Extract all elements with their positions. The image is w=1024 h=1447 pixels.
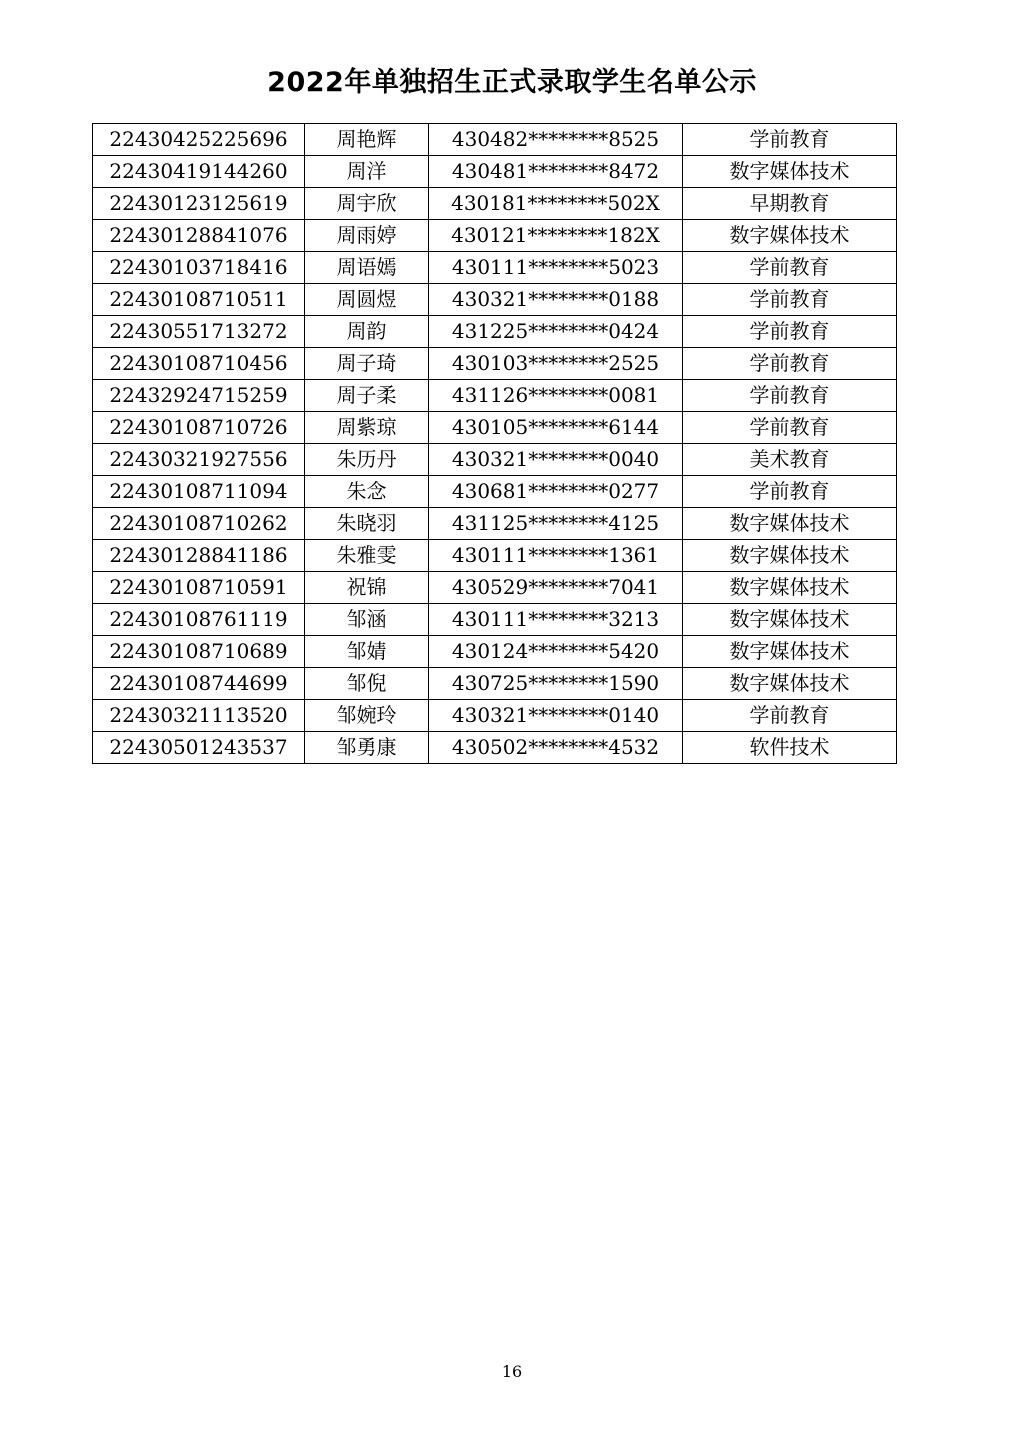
table-row [93,476,897,508]
student-name-cell: 周宇欣 [305,188,429,220]
id-card-cell: 430529********7041 [429,572,683,604]
id-card-cell: 431126********0081 [429,380,683,412]
id-card-cell: 430321********0188 [429,284,683,316]
major-cell: 学前教育 [683,316,897,348]
major-cell: 数字媒体技术 [683,572,897,604]
exam-number-cell: 22430108710262 [93,508,305,540]
student-name-cell: 邹勇康 [305,732,429,764]
student-name-cell: 周圆煜 [305,284,429,316]
exam-number-cell: 22430108710689 [93,636,305,668]
table-row [93,252,897,284]
table-row [93,316,897,348]
table-row [93,444,897,476]
id-card-cell: 430725********1590 [429,668,683,700]
id-card-cell: 430321********0040 [429,444,683,476]
student-name-cell: 邹涵 [305,604,429,636]
exam-number-cell: 22430419144260 [93,156,305,188]
student-name-cell: 朱晓羽 [305,508,429,540]
id-card-cell: 430482********8525 [429,124,683,156]
major-cell: 数字媒体技术 [683,636,897,668]
exam-number-cell: 22430123125619 [93,188,305,220]
major-cell: 学前教育 [683,284,897,316]
table-row [93,156,897,188]
id-card-cell: 430111********5023 [429,252,683,284]
student-name-cell: 邹倪 [305,668,429,700]
exam-number-cell: 22430108710456 [93,348,305,380]
student-name-cell: 周子柔 [305,380,429,412]
exam-number-cell: 22430128841186 [93,540,305,572]
student-name-cell: 周洋 [305,156,429,188]
exam-number-cell: 22430108711094 [93,476,305,508]
admission-list-table [92,123,897,764]
table-row [93,636,897,668]
exam-number-cell: 22430321113520 [93,700,305,732]
exam-number-cell: 22430108710726 [93,412,305,444]
id-card-cell: 430111********1361 [429,540,683,572]
major-cell: 学前教育 [683,348,897,380]
major-cell: 数字媒体技术 [683,668,897,700]
major-cell: 数字媒体技术 [683,156,897,188]
major-cell: 数字媒体技术 [683,508,897,540]
id-card-cell: 430502********4532 [429,732,683,764]
table-row [93,188,897,220]
major-cell: 学前教育 [683,700,897,732]
id-card-cell: 430321********0140 [429,700,683,732]
id-card-cell: 430124********5420 [429,636,683,668]
exam-number-cell: 22430551713272 [93,316,305,348]
major-cell: 学前教育 [683,252,897,284]
id-card-cell: 430121********182X [429,220,683,252]
table-row [93,700,897,732]
student-name-cell: 周紫琼 [305,412,429,444]
table-row [93,572,897,604]
table-row [93,540,897,572]
student-name-cell: 朱念 [305,476,429,508]
page-title: 2022年单独招生正式录取学生名单公示 [267,67,757,98]
major-cell: 数字媒体技术 [683,220,897,252]
id-card-cell: 430181********502X [429,188,683,220]
student-name-cell: 祝锦 [305,572,429,604]
major-cell: 软件技术 [683,732,897,764]
table-row [93,732,897,764]
id-card-cell: 430681********0277 [429,476,683,508]
exam-number-cell: 22430321927556 [93,444,305,476]
page-number: 16 [501,1362,523,1381]
student-name-cell: 周语嫣 [305,252,429,284]
major-cell: 数字媒体技术 [683,604,897,636]
table-row [93,284,897,316]
student-name-cell: 周子琦 [305,348,429,380]
table-row [93,668,897,700]
exam-number-cell: 22430425225696 [93,124,305,156]
major-cell: 学前教育 [683,476,897,508]
exam-number-cell: 22430108744699 [93,668,305,700]
table-row [93,124,897,156]
table-row [93,412,897,444]
student-name-cell: 朱雅雯 [305,540,429,572]
student-name-cell: 周韵 [305,316,429,348]
id-card-cell: 431125********4125 [429,508,683,540]
table-row [93,220,897,252]
major-cell: 学前教育 [683,380,897,412]
table-row [93,348,897,380]
student-name-cell: 周雨婷 [305,220,429,252]
exam-number-cell: 22432924715259 [93,380,305,412]
id-card-cell: 430111********3213 [429,604,683,636]
major-cell: 美术教育 [683,444,897,476]
student-name-cell: 邹婉玲 [305,700,429,732]
id-card-cell: 430481********8472 [429,156,683,188]
student-name-cell: 邹婧 [305,636,429,668]
id-card-cell: 430103********2525 [429,348,683,380]
major-cell: 学前教育 [683,412,897,444]
student-name-cell: 朱历丹 [305,444,429,476]
major-cell: 数字媒体技术 [683,540,897,572]
exam-number-cell: 22430501243537 [93,732,305,764]
id-card-cell: 431225********0424 [429,316,683,348]
table-row [93,508,897,540]
table-row [93,604,897,636]
exam-number-cell: 22430103718416 [93,252,305,284]
major-cell: 早期教育 [683,188,897,220]
id-card-cell: 430105********6144 [429,412,683,444]
student-name-cell: 周艳辉 [305,124,429,156]
major-cell: 学前教育 [683,124,897,156]
exam-number-cell: 22430128841076 [93,220,305,252]
exam-number-cell: 22430108761119 [93,604,305,636]
exam-number-cell: 22430108710511 [93,284,305,316]
exam-number-cell: 22430108710591 [93,572,305,604]
table-body [93,124,897,764]
table-row [93,380,897,412]
